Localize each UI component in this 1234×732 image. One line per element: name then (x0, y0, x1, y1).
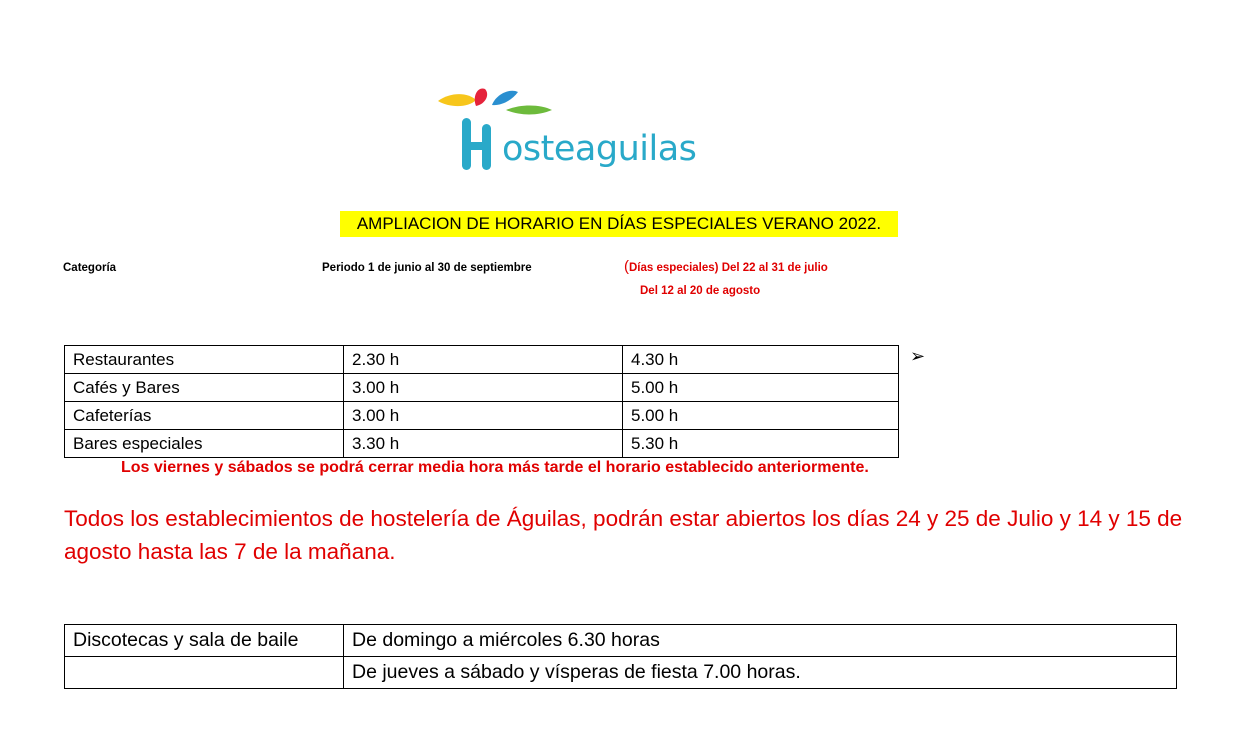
hosteaguilas-logo (432, 84, 732, 179)
all-establishments-note: Todos los establecimientos de hostelería de Águilas, podrán estar abiertos los días 24 y 25 de Julio y 14 y 15 de agosto hasta las 7 de la mañana. (64, 506, 1183, 564)
category-cell: Cafeterías (65, 402, 344, 430)
disco-category-cell: Discotecas y sala de baile (65, 625, 344, 657)
table-row (65, 346, 899, 374)
disco-table (64, 624, 1177, 689)
table-row (65, 402, 899, 430)
special-hours-cell: 5.00 h (623, 402, 899, 430)
header-special-paren: ( (624, 258, 629, 275)
special-hours-cell: 5.30 h (623, 430, 899, 458)
category-cell: Cafés y Bares (65, 374, 344, 402)
header-special-days (624, 258, 828, 275)
header-special-line1: Días especiales) Del 22 al 31 de julio (629, 262, 828, 274)
normal-hours-cell: 3.00 h (344, 374, 623, 402)
special-hours-cell: 5.00 h (623, 374, 899, 402)
table-row (65, 430, 899, 458)
table-row (65, 374, 899, 402)
table-row (65, 657, 1177, 689)
table-row (65, 625, 1177, 657)
category-cell: Bares especiales (65, 430, 344, 458)
normal-hours-cell: 2.30 h (344, 346, 623, 374)
header-special-line2: Del 12 al 20 de agosto (640, 285, 761, 297)
disco-hours-cell: De jueves a sábado y vísperas de fiesta 7.00 horas. (344, 657, 1177, 689)
normal-hours-cell: 3.30 h (344, 430, 623, 458)
weekend-note: Los viernes y sábados se podrá cerrar media hora más tarde el horario establecido anteriormente. (121, 459, 869, 476)
logo-wordmark: osteaguilas (502, 129, 697, 169)
special-hours-cell: 4.30 h (623, 346, 899, 374)
category-cell: Restaurantes (65, 346, 344, 374)
arrow-bullet-icon: ➢ (910, 346, 926, 366)
disco-hours-cell: De domingo a miércoles 6.30 horas (344, 625, 1177, 657)
page-title: AMPLIACION DE HORARIO EN DÍAS ESPECIALES VERANO 2022. (340, 211, 898, 237)
disco-empty-cell (65, 657, 344, 689)
normal-hours-cell: 3.00 h (344, 402, 623, 430)
schedule-table (64, 345, 899, 458)
header-period: Periodo 1 de junio al 30 de septiembre (322, 262, 532, 274)
header-category: Categoría (63, 262, 117, 274)
